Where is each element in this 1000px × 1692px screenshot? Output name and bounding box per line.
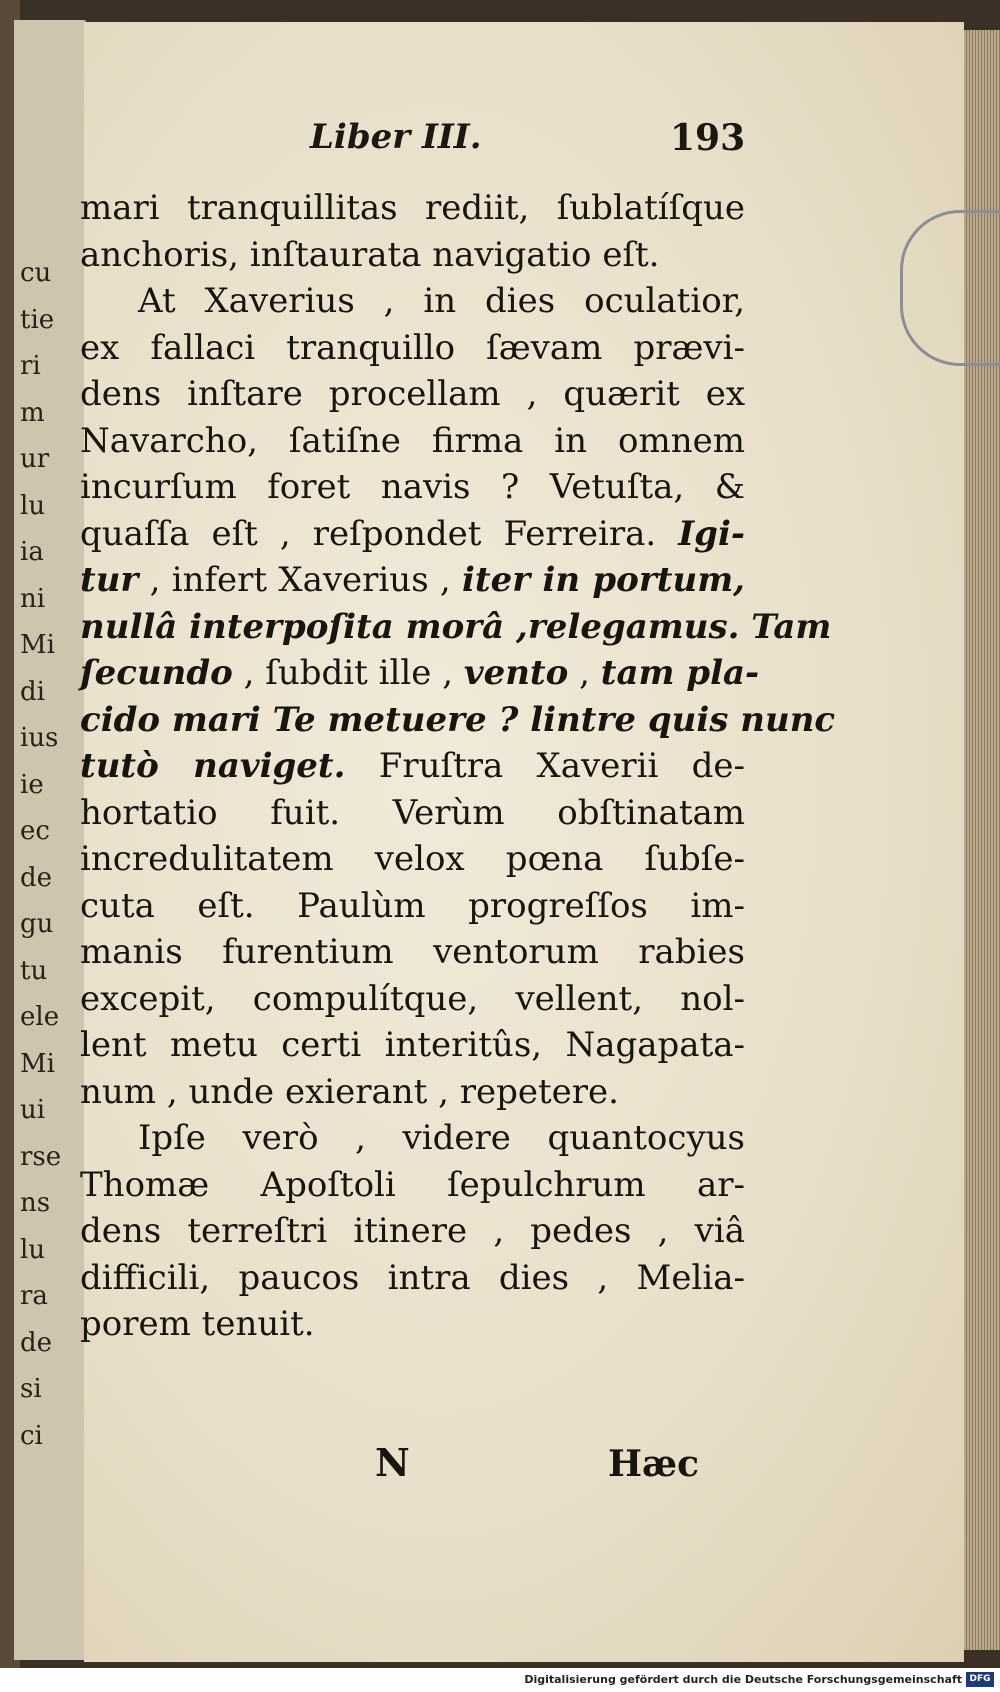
fragment: ia <box>20 537 44 567</box>
fragment: ci <box>20 1420 43 1451</box>
dfg-logo: DFG <box>966 1672 994 1687</box>
text-line <box>80 1069 745 1116</box>
fragment: ra <box>20 1281 48 1311</box>
text-line <box>80 1301 745 1348</box>
previous-page-edge <box>14 20 86 1660</box>
fragment: m <box>20 397 45 428</box>
italic-text: ſecundo <box>80 653 233 693</box>
roman-text: At Xaverius , in dies oculatior, <box>138 281 745 321</box>
text-line <box>80 185 745 232</box>
roman-text: incurſum foret navis ? Vetuſta, & <box>80 467 745 507</box>
roman-text: mari tranquillitas rediit, ſublatíſque <box>80 188 745 228</box>
roman-text: num , unde exierant , repetere. <box>80 1071 619 1112</box>
fragment: ele <box>20 1002 60 1032</box>
roman-text: manis furentium ventorum rabies <box>80 932 745 972</box>
fragment: ui <box>20 1095 46 1125</box>
roman-text: Thomæ Apoſtoli ſepulchrum ar- <box>80 1164 745 1205</box>
roman-text: , <box>568 653 601 693</box>
fragment: lu <box>20 1234 46 1265</box>
roman-text: , infert Xaverius , <box>138 560 462 600</box>
fragment: si <box>20 1374 42 1404</box>
italic-text: iter in portum, <box>462 560 746 600</box>
italic-text: tam pla- <box>600 653 760 693</box>
fragment: tu <box>20 955 48 986</box>
roman-text: quaſſa eſt , reſpondet Ferreira. <box>80 513 679 554</box>
roman-text: porem tenuit. <box>80 1304 315 1344</box>
text-line <box>80 278 745 325</box>
roman-text: cuta eſt. Paulùm progreſſos im- <box>80 885 745 926</box>
fragment: cu <box>20 258 52 288</box>
fragment: ri <box>20 351 41 381</box>
funding-credit: Digitalisierung gefördert durch die Deutsche Forschungsgemeinschaft <box>524 1673 962 1686</box>
fragment: ie <box>20 769 44 800</box>
fragment: tie <box>20 304 55 335</box>
italic-text: tur <box>80 560 139 600</box>
text-line <box>80 883 745 930</box>
roman-text: incredulitatem velox pœna ſubſe- <box>80 839 745 879</box>
text-line <box>80 929 745 976</box>
roman-text: dens terreſtri itinere , pedes , viâ <box>80 1211 745 1251</box>
text-line <box>80 1208 745 1255</box>
fragment: Mi <box>20 630 55 660</box>
text-line <box>80 697 836 744</box>
text-line <box>80 371 745 418</box>
roman-text: , ſubdit ille , <box>232 653 464 693</box>
fragment: de <box>20 1327 53 1358</box>
fragment: ius <box>20 723 59 753</box>
footer-bar <box>0 1668 1000 1692</box>
fragment: di <box>20 676 45 707</box>
fragment: rse <box>20 1141 62 1172</box>
page-number: 193 <box>670 117 746 159</box>
roman-text: Ipſe verò , videre quantocyus <box>138 1118 745 1158</box>
roman-text: anchoris, inſtaurata navigatio eſt. <box>80 234 660 275</box>
text-line <box>80 1162 745 1209</box>
roman-text: ex fallaci tranquillo ſævam prævi- <box>80 327 745 368</box>
text-line <box>80 1255 745 1302</box>
fragment: de <box>20 862 53 893</box>
fragment: Mi <box>20 1048 55 1079</box>
text-line <box>80 836 745 883</box>
roman-text: dens inſtare procellam , quærit ex <box>80 374 745 414</box>
roman-text: lent metu certi interitûs, Nagapata- <box>80 1025 745 1065</box>
text-line <box>80 1115 745 1162</box>
text-line <box>80 418 745 465</box>
fragment: ec <box>20 816 50 846</box>
italic-text: tutò naviget. <box>80 746 346 786</box>
text-line <box>80 1022 745 1069</box>
roman-text: difficili, paucos intra dies , Melia- <box>80 1257 745 1298</box>
text-line <box>80 743 745 790</box>
body-text <box>80 185 836 1348</box>
fragment: ni <box>20 583 46 614</box>
text-line <box>80 790 745 837</box>
text-line <box>80 650 760 697</box>
italic-text: vento <box>463 653 569 693</box>
italic-text: Igi- <box>678 513 745 554</box>
fragment: lu <box>20 490 46 521</box>
fragment: ns <box>20 1188 51 1218</box>
text-line <box>80 557 745 604</box>
text-line <box>80 232 745 279</box>
previous-page-text-fragments <box>20 250 80 1459</box>
catchword: Hæc <box>608 1443 700 1485</box>
signature-mark: N <box>375 1440 410 1485</box>
text-line <box>80 976 745 1023</box>
text-line <box>80 325 745 372</box>
italic-text: cido mari Te metuere ? lintre quis nunc <box>80 699 836 740</box>
text-line <box>80 604 832 651</box>
italic-text: nullâ interpoſita morâ ,relegamus. Tam <box>80 606 832 647</box>
roman-text: Navarcho, ſatiſne firma in omnem <box>80 420 745 461</box>
metal-clip <box>900 210 1000 366</box>
fragment: gu <box>20 909 54 939</box>
fragment: ur <box>20 444 50 474</box>
running-title: Liber III. <box>310 117 482 157</box>
text-line <box>80 511 745 558</box>
roman-text: excepit, compulítque, vellent, nol- <box>80 978 745 1019</box>
roman-text: hortatio fuit. Verùm obſtinatam <box>80 792 745 833</box>
roman-text: Fruſtra Xaverii de- <box>345 746 745 786</box>
text-line <box>80 464 745 511</box>
